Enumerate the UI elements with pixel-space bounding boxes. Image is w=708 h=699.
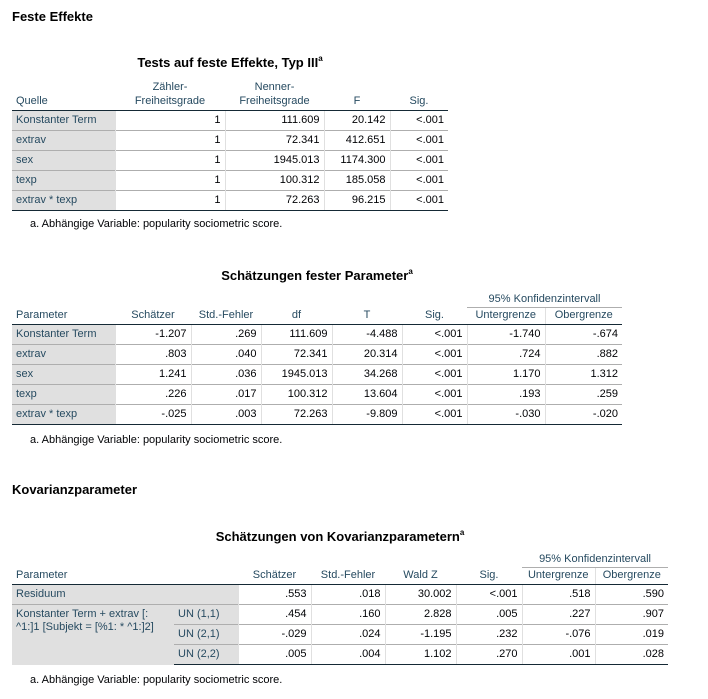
table-cell: <.001	[456, 585, 522, 605]
table-row	[12, 131, 448, 151]
table-cell: 100.312	[225, 171, 324, 191]
table-cell: -.674	[545, 325, 622, 345]
row-sublabel: UN (2,1)	[174, 625, 238, 645]
table-cell: .269	[191, 325, 261, 345]
table-cell: -.025	[115, 405, 191, 425]
table-cell: <.001	[390, 171, 448, 191]
table-cell: <.001	[402, 405, 467, 425]
table-cell: -.020	[545, 405, 622, 425]
table-cell: -4.488	[332, 325, 402, 345]
header-konfidenzintervall: 95% Konfidenzintervall	[467, 292, 622, 308]
table-cell: .001	[522, 645, 595, 665]
table-cell: 30.002	[385, 585, 456, 605]
row-label: sex	[12, 365, 115, 385]
section-title-feste-effekte: Feste Effekte	[12, 9, 93, 24]
table-cell: .454	[238, 605, 311, 625]
footnote-cov-params: a. Abhängige Variable: popularity sociometric score.	[30, 674, 283, 686]
header-parameter: Parameter	[12, 292, 115, 325]
title-footnote-marker: a	[408, 267, 413, 276]
header-sig: Sig.	[456, 552, 522, 585]
table-cell: .227	[522, 605, 595, 625]
table-cell: .270	[456, 645, 522, 665]
table-cell: .040	[191, 345, 261, 365]
header-quelle: Quelle	[12, 80, 115, 111]
header-untergrenze: Untergrenze	[522, 568, 595, 585]
table-row	[12, 171, 448, 191]
title-footnote-marker: a	[459, 528, 465, 537]
header-untergrenze: Untergrenze	[467, 308, 545, 325]
table-title-text: Tests auf feste Effekte, Typ III	[137, 55, 319, 70]
table-row	[12, 151, 448, 171]
header-schaetzer: Schätzer	[238, 552, 311, 585]
table-cell: <.001	[402, 345, 467, 365]
header-schaetzer: Schätzer	[115, 292, 191, 325]
row-label: extrav	[12, 131, 115, 151]
header-obergrenze: Obergrenze	[595, 568, 668, 585]
table-row	[12, 365, 622, 385]
table-cell: .193	[467, 385, 545, 405]
table-cell: .590	[595, 585, 668, 605]
table-cell: 2.828	[385, 605, 456, 625]
header-std-fehler: Std.-Fehler	[191, 292, 261, 325]
header-sig: Sig.	[402, 292, 467, 325]
row-label: sex	[12, 151, 115, 171]
table-cell: <.001	[402, 325, 467, 345]
table-cell: 1.102	[385, 645, 456, 665]
table-cell: 13.604	[332, 385, 402, 405]
table-title-cov-params	[12, 528, 668, 544]
table-cell: 96.215	[324, 191, 390, 211]
table-cell: .018	[311, 585, 385, 605]
table-cell: 72.341	[261, 345, 332, 365]
table-cell: -1.195	[385, 625, 456, 645]
table-cell: .232	[456, 625, 522, 645]
table-cell: -1.207	[115, 325, 191, 345]
table-cell: .803	[115, 345, 191, 365]
table-cell: -1.740	[467, 325, 545, 345]
row-label: Residuum	[12, 585, 238, 605]
table-tests-fixed-effects	[12, 80, 448, 211]
footnote-fixed-params: a. Abhängige Variable: popularity sociometric score.	[30, 434, 283, 446]
table-cell: 1945.013	[261, 365, 332, 385]
table-cell: 1	[115, 171, 225, 191]
table-cell: 72.263	[261, 405, 332, 425]
table-cell: .028	[595, 645, 668, 665]
table-fixed-parameter-estimates	[12, 292, 622, 425]
header-zaehler-freiheitsgrade: Zähler- Freiheitsgrade	[115, 80, 225, 111]
table-cell: .160	[311, 605, 385, 625]
row-label: texp	[12, 385, 115, 405]
table-cell: 1.312	[545, 365, 622, 385]
table-cell: 1	[115, 151, 225, 171]
title-footnote-marker: a	[318, 54, 323, 63]
table-title-tests-fixed	[12, 54, 448, 70]
table-cell: .518	[522, 585, 595, 605]
section-title-kovarianzparameter: Kovarianzparameter	[12, 482, 137, 497]
table-row	[12, 605, 668, 625]
table-cell: 72.341	[225, 131, 324, 151]
table-cell: <.001	[402, 365, 467, 385]
table-cell: .003	[191, 405, 261, 425]
table-cell: .017	[191, 385, 261, 405]
table-cell: <.001	[390, 111, 448, 131]
table-row	[12, 405, 622, 425]
table-cell: <.001	[390, 191, 448, 211]
row-sublabel: UN (1,1)	[174, 605, 238, 625]
table-cell: <.001	[402, 385, 467, 405]
row-label: Konstanter Term	[12, 111, 115, 131]
table-cell: 100.312	[261, 385, 332, 405]
table-cell: .005	[238, 645, 311, 665]
table-cell: 1945.013	[225, 151, 324, 171]
row-label: Konstanter Term	[12, 325, 115, 345]
table-cell: .259	[545, 385, 622, 405]
header-f: F	[324, 80, 390, 111]
row-label: extrav * texp	[12, 405, 115, 425]
table-cell: .005	[456, 605, 522, 625]
table-cell: -.029	[238, 625, 311, 645]
table-cell: .019	[595, 625, 668, 645]
header-wald-z: Wald Z	[385, 552, 456, 585]
header-konfidenzintervall: 95% Konfidenzintervall	[522, 552, 668, 568]
table-cell: 20.314	[332, 345, 402, 365]
table-row	[12, 345, 622, 365]
row-sublabel: UN (2,2)	[174, 645, 238, 665]
table-cell: 34.268	[332, 365, 402, 385]
row-group-label: Konstanter Term + extrav [: ^1:]1 [Subjekt = [%1: * ^1:]2]	[12, 605, 174, 665]
table-cell: <.001	[390, 131, 448, 151]
table-row	[12, 191, 448, 211]
row-label: extrav * texp	[12, 191, 115, 211]
header-obergrenze: Obergrenze	[545, 308, 622, 325]
table-cell: .724	[467, 345, 545, 365]
row-label: extrav	[12, 345, 115, 365]
table-cell: .553	[238, 585, 311, 605]
table-cell: 111.609	[225, 111, 324, 131]
header-sig: Sig.	[390, 80, 448, 111]
table-cell: .004	[311, 645, 385, 665]
table-row	[12, 585, 668, 605]
table-covariance-parameter-estimates	[12, 552, 668, 665]
table-cell: .036	[191, 365, 261, 385]
table-cell: 111.609	[261, 325, 332, 345]
table-cell: <.001	[390, 151, 448, 171]
table-cell: .907	[595, 605, 668, 625]
header-t: T	[332, 292, 402, 325]
table-cell: .226	[115, 385, 191, 405]
table-cell: -.030	[467, 405, 545, 425]
table-cell: .882	[545, 345, 622, 365]
table-cell: 1.241	[115, 365, 191, 385]
table-row	[12, 385, 622, 405]
table-cell: 1	[115, 191, 225, 211]
row-label: texp	[12, 171, 115, 191]
table-cell: 1	[115, 131, 225, 151]
table-cell: 412.651	[324, 131, 390, 151]
header-std-fehler: Std.-Fehler	[311, 552, 385, 585]
table-row	[12, 111, 448, 131]
table-cell: 1.170	[467, 365, 545, 385]
table-cell: -.076	[522, 625, 595, 645]
table-cell: 72.263	[225, 191, 324, 211]
header-nenner-freiheitsgrade: Nenner- Freiheitsgrade	[225, 80, 324, 111]
table-cell: 185.058	[324, 171, 390, 191]
table-cell: 1	[115, 111, 225, 131]
table-title-fixed-params	[12, 267, 622, 283]
table-cell: -9.809	[332, 405, 402, 425]
table-title-text: Schätzungen von Kovarianzparametern	[215, 529, 460, 544]
table-cell: .024	[311, 625, 385, 645]
table-cell: 20.142	[324, 111, 390, 131]
table-cell: 1174.300	[324, 151, 390, 171]
header-parameter: Parameter	[12, 552, 238, 585]
footnote-fixed-tests: a. Abhängige Variable: popularity sociometric score.	[30, 218, 283, 230]
table-title-text: Schätzungen fester Parameter	[221, 268, 409, 283]
header-df: df	[261, 292, 332, 325]
table-row	[12, 325, 622, 345]
